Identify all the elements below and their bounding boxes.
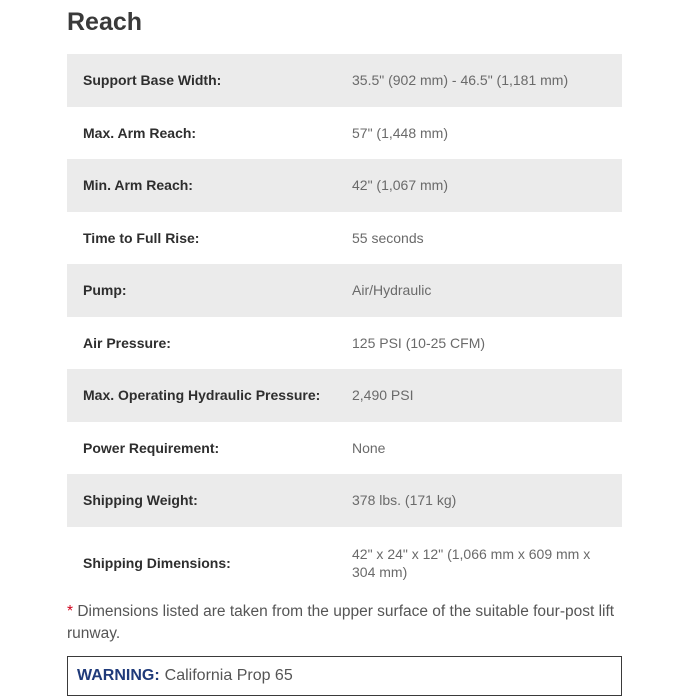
spec-label: Pump: — [83, 282, 127, 299]
spec-value: 35.5" (902 mm) - 46.5" (1,181 mm) — [352, 72, 569, 89]
footnote-asterisk: * — [67, 603, 74, 620]
spec-label: Shipping Weight: — [83, 492, 198, 509]
spec-label: Support Base Width: — [83, 72, 222, 89]
spec-row-min-arm-reach — [67, 159, 622, 212]
spec-value: 378 lbs. (171 kg) — [352, 492, 457, 509]
spec-row-time-to-full-rise — [67, 212, 622, 265]
warning-text: California Prop 65 — [164, 667, 293, 684]
spec-value: Air/Hydraulic — [352, 282, 432, 299]
spec-label: Min. Arm Reach: — [83, 177, 193, 194]
prop65-warning-box — [67, 656, 622, 696]
spec-row-air-pressure — [67, 317, 622, 370]
spec-row-max-operating-hydraulic-pressure — [67, 369, 622, 422]
spec-label: Air Pressure: — [83, 334, 171, 351]
spec-label: Shipping Dimensions: — [83, 555, 231, 571]
spec-value: None — [352, 439, 386, 456]
spec-row-max-arm-reach — [67, 107, 622, 160]
spec-row-shipping-dimensions — [67, 527, 622, 600]
spec-row-support-base-width — [67, 54, 622, 107]
section-title: Reach — [67, 8, 143, 36]
spec-row-power-requirement — [67, 422, 622, 475]
spec-label: Time to Full Rise: — [83, 229, 200, 246]
spec-row-pump — [67, 264, 622, 317]
spec-value: 57" (1,448 mm) — [352, 124, 449, 141]
spec-table — [67, 54, 622, 600]
spec-value: 125 PSI (10-25 CFM) — [352, 334, 486, 351]
spec-row-shipping-weight — [67, 474, 622, 527]
spec-value: 42" x 24" x 12" (1,066 mm x 609 mm x 304 mm) — [352, 546, 591, 580]
dimensions-footnote — [67, 601, 627, 645]
spec-value: 42" (1,067 mm) — [352, 177, 449, 194]
spec-label: Power Requirement: — [83, 439, 220, 456]
warning-label: WARNING: — [77, 667, 160, 684]
footnote-text: Dimensions listed are taken from the upper surface of the suitable four-post lift runway. — [67, 603, 615, 642]
spec-value: 2,490 PSI — [352, 387, 414, 404]
spec-label: Max. Arm Reach: — [83, 124, 197, 141]
spec-label: Max. Operating Hydraulic Pressure: — [83, 387, 321, 404]
spec-value: 55 seconds — [352, 229, 424, 246]
